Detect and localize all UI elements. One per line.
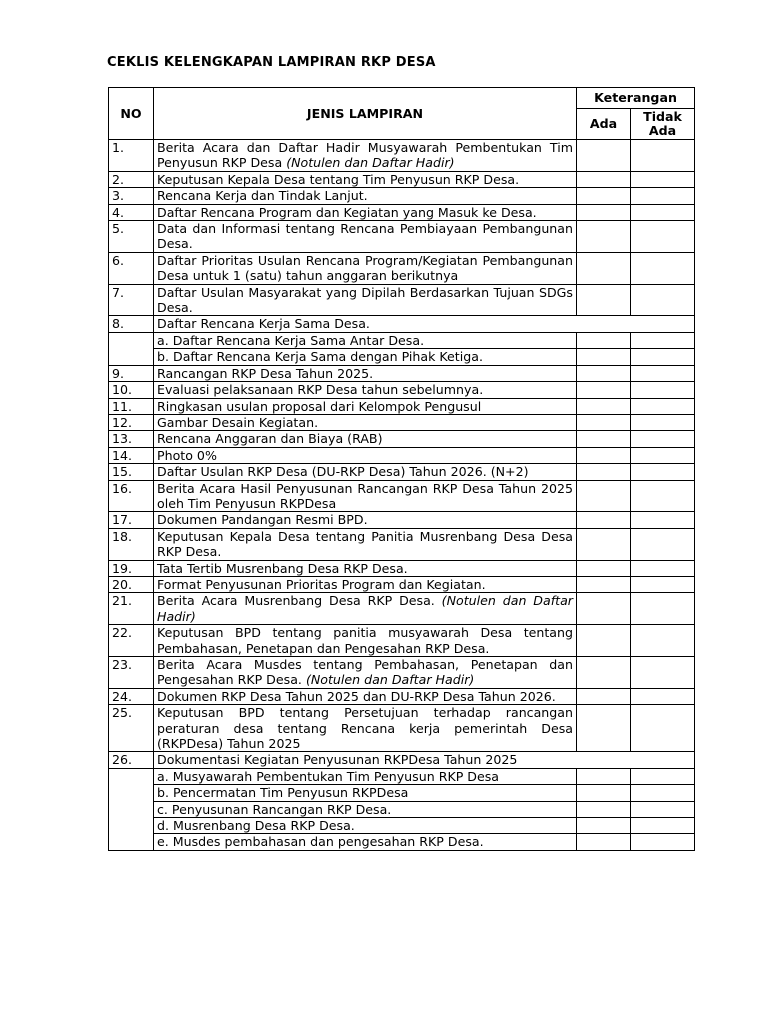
- lampiran-description: [154, 171, 577, 187]
- lampiran-description: [154, 221, 577, 253]
- table-subrow: [109, 801, 695, 817]
- lampiran-description: [154, 480, 577, 512]
- lampiran-text: Berita Acara Musdes tentang Pembahasan, Penetapan dan Pengesahan RKP Desa.: [157, 657, 573, 688]
- lampiran-text: Berita Acara Hasil Penyusunan Rancangan RKP Desa Tahun 2025 oleh Tim Penyusun RKPDesa: [157, 480, 573, 511]
- tidak-ada-checkbox-cell[interactable]: [631, 480, 695, 512]
- table-row: [109, 431, 695, 447]
- tidak-ada-checkbox-cell[interactable]: [631, 414, 695, 430]
- lampiran-subitem: [154, 818, 577, 834]
- ada-checkbox-cell[interactable]: [577, 398, 631, 414]
- lampiran-subitem: [154, 768, 577, 784]
- lampiran-text: Data dan Informasi tentang Rencana Pembiayaan Pembangunan Desa.: [157, 221, 573, 252]
- lampiran-text: Keputusan BPD tentang Persetujuan terhadap rancangan peraturan desa tentang Rencana kerja pemerintah Desa (RKPDesa) Tahun 2025: [157, 705, 573, 752]
- row-number: 16.: [109, 480, 154, 512]
- row-number: 1.: [109, 140, 154, 172]
- header-keterangan: Keterangan: [577, 88, 695, 109]
- lampiran-text: Daftar Rencana Kerja Sama Desa.: [157, 316, 370, 332]
- ada-checkbox-cell[interactable]: [577, 382, 631, 398]
- table-row: [109, 171, 695, 187]
- tidak-ada-checkbox-cell[interactable]: [631, 576, 695, 592]
- header-jenis-lampiran: JENIS LAMPIRAN: [154, 88, 577, 140]
- subitem-text: e. Musdes pembahasan dan pengesahan RKP Desa.: [157, 834, 484, 850]
- tidak-ada-checkbox-cell[interactable]: [631, 447, 695, 463]
- lampiran-subitem: [154, 332, 577, 348]
- row-number: 12.: [109, 414, 154, 430]
- ada-checkbox-cell[interactable]: [577, 818, 631, 834]
- tidak-ada-checkbox-cell[interactable]: [631, 560, 695, 576]
- lampiran-note: (Notulen dan Daftar Hadir): [305, 672, 475, 688]
- table-row: [109, 528, 695, 560]
- subitem-text: a. Daftar Rencana Kerja Sama Antar Desa.: [157, 332, 425, 348]
- tidak-ada-checkbox-cell[interactable]: [631, 657, 695, 689]
- tidak-ada-checkbox-cell[interactable]: [631, 801, 695, 817]
- lampiran-text: Photo 0%: [157, 447, 217, 463]
- ada-checkbox-cell[interactable]: [577, 801, 631, 817]
- row-number: 4.: [109, 204, 154, 220]
- lampiran-description: [154, 625, 577, 657]
- subitem-text: c. Penyusunan Rancangan RKP Desa.: [157, 801, 392, 817]
- row-number: 19.: [109, 560, 154, 576]
- tidak-ada-checkbox-cell[interactable]: [631, 818, 695, 834]
- row-number: 20.: [109, 576, 154, 592]
- table-row: [109, 752, 695, 768]
- ada-checkbox-cell[interactable]: [577, 332, 631, 348]
- ada-checkbox-cell[interactable]: [577, 464, 631, 480]
- ada-checkbox-cell[interactable]: [577, 431, 631, 447]
- lampiran-description: [154, 398, 577, 414]
- lampiran-description: [154, 512, 577, 528]
- tidak-ada-checkbox-cell[interactable]: [631, 768, 695, 784]
- lampiran-description: [154, 365, 577, 381]
- table-body: [109, 140, 695, 851]
- lampiran-subitem: [154, 349, 577, 365]
- lampiran-description: [154, 414, 577, 430]
- tidak-ada-checkbox-cell[interactable]: [631, 625, 695, 657]
- lampiran-text: Dokumentasi Kegiatan Penyusunan RKPDesa Tahun 2025: [157, 752, 518, 768]
- tidak-ada-checkbox-cell[interactable]: [631, 528, 695, 560]
- ada-checkbox-cell[interactable]: [577, 447, 631, 463]
- row-number: 8.: [109, 316, 154, 332]
- tidak-ada-checkbox-cell[interactable]: [631, 171, 695, 187]
- table-subrow: [109, 818, 695, 834]
- lampiran-subitem: [154, 834, 577, 850]
- lampiran-text: Gambar Desain Kegiatan.: [157, 414, 319, 430]
- lampiran-description: [154, 464, 577, 480]
- header-no: NO: [109, 88, 154, 140]
- subitem-text: b. Pencermatan Tim Penyusun RKPDesa: [157, 785, 409, 801]
- ada-checkbox-cell[interactable]: [577, 414, 631, 430]
- table-subrow: [109, 768, 695, 784]
- row-number: 24.: [109, 688, 154, 704]
- lampiran-note: (Notulen dan Daftar Hadir): [157, 593, 573, 624]
- tidak-ada-checkbox-cell[interactable]: [631, 252, 695, 284]
- lampiran-description: [154, 316, 695, 332]
- ada-checkbox-cell[interactable]: [577, 140, 631, 172]
- ada-checkbox-cell[interactable]: [577, 365, 631, 381]
- header-tidak-ada: Tidak Ada: [631, 109, 695, 140]
- lampiran-subitem: [154, 801, 577, 817]
- tidak-ada-checkbox-cell[interactable]: [631, 221, 695, 253]
- tidak-ada-checkbox-cell[interactable]: [631, 284, 695, 316]
- ada-checkbox-cell[interactable]: [577, 204, 631, 220]
- table-row: [109, 188, 695, 204]
- table-subrow: [109, 785, 695, 801]
- row-number: 25.: [109, 705, 154, 752]
- ada-checkbox-cell[interactable]: [577, 688, 631, 704]
- table-subrow: [109, 349, 695, 365]
- row-number: 5.: [109, 221, 154, 253]
- row-number: 23.: [109, 657, 154, 689]
- row-number: 3.: [109, 188, 154, 204]
- document-title: CEKLIS KELENGKAPAN LAMPIRAN RKP DESA: [107, 55, 436, 70]
- lampiran-text: Dokumen RKP Desa Tahun 2025 dan DU-RKP Desa Tahun 2026.: [157, 688, 556, 704]
- lampiran-text: Ringkasan usulan proposal dari Kelompok Pengusul: [157, 398, 482, 414]
- lampiran-description: [154, 284, 577, 316]
- table-row: [109, 447, 695, 463]
- lampiran-description: [154, 204, 577, 220]
- row-number: 21.: [109, 593, 154, 625]
- lampiran-text: Berita Acara Musrenbang Desa RKP Desa.: [157, 593, 435, 609]
- row-number: 15.: [109, 464, 154, 480]
- lampiran-text: Daftar Prioritas Usulan Rencana Program/Kegiatan Pembangunan Desa untuk 1 (satu) tahun anggaran berikutnya: [157, 252, 573, 284]
- table-row: [109, 464, 695, 480]
- lampiran-text: Keputusan Kepala Desa tentang Panitia Musrenbang Desa Desa RKP Desa.: [157, 528, 573, 560]
- ada-checkbox-cell[interactable]: [577, 284, 631, 316]
- table-row: [109, 252, 695, 284]
- lampiran-description: [154, 752, 695, 768]
- row-number: 10.: [109, 382, 154, 398]
- checklist-table: [108, 87, 695, 851]
- ada-checkbox-cell[interactable]: [577, 252, 631, 284]
- lampiran-text: Daftar Usulan RKP Desa (DU-RKP Desa) Tahun 2026. (N+2): [157, 464, 529, 480]
- row-number-blank: [109, 332, 154, 365]
- lampiran-description: [154, 431, 577, 447]
- row-number: 22.: [109, 625, 154, 657]
- row-number: 2.: [109, 171, 154, 187]
- table-row: [109, 705, 695, 752]
- ada-checkbox-cell[interactable]: [577, 512, 631, 528]
- tidak-ada-checkbox-cell[interactable]: [631, 188, 695, 204]
- tidak-ada-checkbox-cell[interactable]: [631, 834, 695, 850]
- table-row: [109, 365, 695, 381]
- ada-checkbox-cell[interactable]: [577, 560, 631, 576]
- tidak-ada-checkbox-cell[interactable]: [631, 204, 695, 220]
- table-subrow: [109, 332, 695, 348]
- lampiran-text: Rencana Anggaran dan Biaya (RAB): [157, 431, 383, 447]
- ada-checkbox-cell[interactable]: [577, 576, 631, 592]
- lampiran-text: Rancangan RKP Desa Tahun 2025.: [157, 365, 374, 381]
- subitem-text: d. Musrenbang Desa RKP Desa.: [157, 818, 355, 834]
- lampiran-description: [154, 560, 577, 576]
- tidak-ada-checkbox-cell[interactable]: [631, 705, 695, 752]
- lampiran-text: Keputusan Kepala Desa tentang Tim Penyusun RKP Desa.: [157, 171, 520, 187]
- subitem-text: a. Musyawarah Pembentukan Tim Penyusun RKP Desa: [157, 768, 500, 784]
- ada-checkbox-cell[interactable]: [577, 625, 631, 657]
- tidak-ada-checkbox-cell[interactable]: [631, 431, 695, 447]
- table-row: [109, 560, 695, 576]
- table-row: [109, 593, 695, 625]
- table-row: [109, 480, 695, 512]
- lampiran-text: Format Penyusunan Prioritas Program dan Kegiatan.: [157, 576, 486, 592]
- lampiran-description: [154, 447, 577, 463]
- lampiran-description: [154, 688, 577, 704]
- table-row: [109, 414, 695, 430]
- lampiran-text: Daftar Usulan Masyarakat yang Dipilah Berdasarkan Tujuan SDGs Desa.: [157, 284, 573, 316]
- lampiran-text: Keputusan BPD tentang panitia musyawarah Desa tentang Pembahasan, Penetapan dan Pengesahan RKP Desa.: [157, 625, 573, 656]
- lampiran-text: Dokumen Pandangan Resmi BPD.: [157, 512, 368, 528]
- ada-checkbox-cell[interactable]: [577, 349, 631, 365]
- ada-checkbox-cell[interactable]: [577, 834, 631, 850]
- table-subrow: [109, 834, 695, 850]
- ada-checkbox-cell[interactable]: [577, 593, 631, 625]
- row-number: 7.: [109, 284, 154, 316]
- table-row: [109, 512, 695, 528]
- table-row: [109, 204, 695, 220]
- lampiran-subitem: [154, 785, 577, 801]
- lampiran-description: [154, 140, 577, 172]
- row-number: 14.: [109, 447, 154, 463]
- table-row: [109, 576, 695, 592]
- lampiran-description: [154, 188, 577, 204]
- lampiran-description: [154, 252, 577, 284]
- tidak-ada-checkbox-cell[interactable]: [631, 398, 695, 414]
- row-number: 13.: [109, 431, 154, 447]
- lampiran-description: [154, 576, 577, 592]
- table-row: [109, 688, 695, 704]
- table-row: [109, 221, 695, 253]
- lampiran-text: Daftar Rencana Program dan Kegiatan yang Masuk ke Desa.: [157, 204, 537, 220]
- table-row: [109, 657, 695, 689]
- ada-checkbox-cell[interactable]: [577, 785, 631, 801]
- table-row: [109, 140, 695, 172]
- tidak-ada-checkbox-cell[interactable]: [631, 512, 695, 528]
- lampiran-description: [154, 705, 577, 752]
- lampiran-description: [154, 528, 577, 560]
- tidak-ada-checkbox-cell[interactable]: [631, 365, 695, 381]
- table-header: [109, 88, 695, 140]
- table-row: [109, 398, 695, 414]
- tidak-ada-checkbox-cell[interactable]: [631, 593, 695, 625]
- ada-checkbox-cell[interactable]: [577, 528, 631, 560]
- tidak-ada-checkbox-cell[interactable]: [631, 140, 695, 172]
- ada-checkbox-cell[interactable]: [577, 188, 631, 204]
- lampiran-note: (Notulen dan Daftar Hadir): [286, 155, 455, 171]
- row-number: 6.: [109, 252, 154, 284]
- table-row: [109, 316, 695, 332]
- row-number: 9.: [109, 365, 154, 381]
- ada-checkbox-cell[interactable]: [577, 480, 631, 512]
- tidak-ada-checkbox-cell[interactable]: [631, 464, 695, 480]
- lampiran-text: Tata Tertib Musrenbang Desa RKP Desa.: [157, 560, 408, 576]
- tidak-ada-checkbox-cell[interactable]: [631, 688, 695, 704]
- table-row: [109, 284, 695, 316]
- row-number: 17.: [109, 512, 154, 528]
- tidak-ada-checkbox-cell[interactable]: [631, 785, 695, 801]
- row-number-blank: [109, 768, 154, 850]
- tidak-ada-checkbox-cell[interactable]: [631, 332, 695, 348]
- header-ada: Ada: [577, 109, 631, 140]
- lampiran-text: Evaluasi pelaksanaan RKP Desa tahun sebelumnya.: [157, 382, 484, 398]
- lampiran-text: Rencana Kerja dan Tindak Lanjut.: [157, 188, 368, 204]
- ada-checkbox-cell[interactable]: [577, 221, 631, 253]
- row-number: 11.: [109, 398, 154, 414]
- subitem-text: b. Daftar Rencana Kerja Sama dengan Pihak Ketiga.: [157, 349, 483, 365]
- row-number: 26.: [109, 752, 154, 768]
- lampiran-text: Berita Acara dan Daftar Hadir Musyawarah Pembentukan Tim Penyusun RKP Desa: [157, 140, 573, 171]
- table-row: [109, 382, 695, 398]
- row-number: 18.: [109, 528, 154, 560]
- ada-checkbox-cell[interactable]: [577, 657, 631, 689]
- table-row: [109, 625, 695, 657]
- ada-checkbox-cell[interactable]: [577, 768, 631, 784]
- tidak-ada-checkbox-cell[interactable]: [631, 382, 695, 398]
- ada-checkbox-cell[interactable]: [577, 171, 631, 187]
- lampiran-description: [154, 657, 577, 689]
- lampiran-description: [154, 593, 577, 625]
- tidak-ada-checkbox-cell[interactable]: [631, 349, 695, 365]
- lampiran-description: [154, 382, 577, 398]
- ada-checkbox-cell[interactable]: [577, 705, 631, 752]
